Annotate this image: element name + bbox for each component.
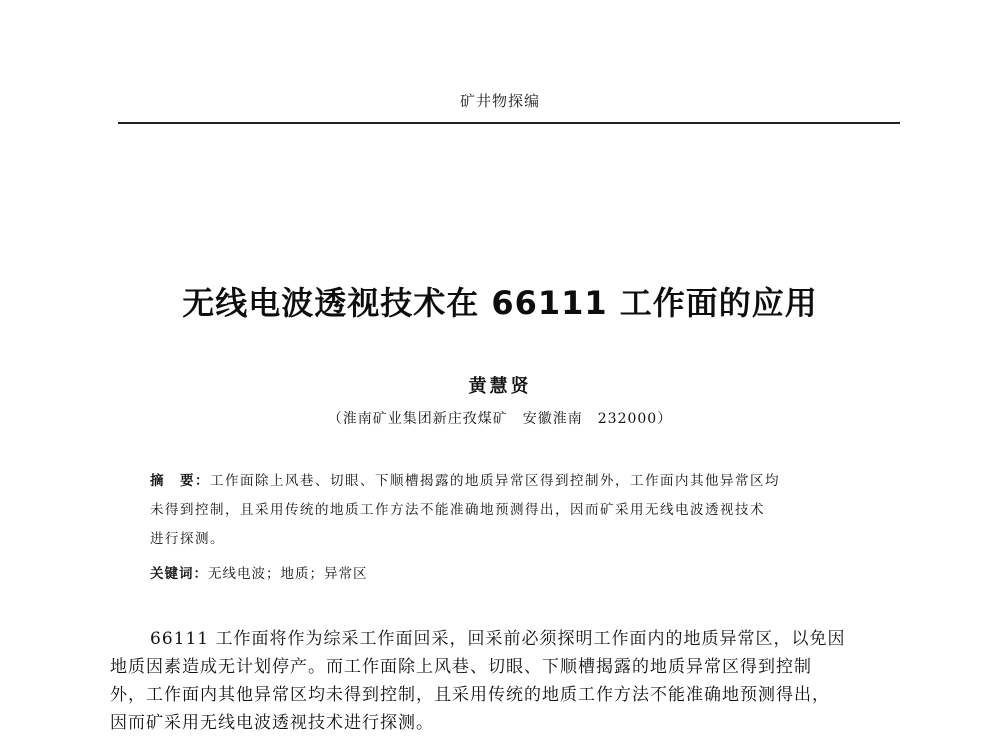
abstract-line: 未得到控制，且采用传统的地质工作方法不能准确地预测得出，因而矿采用无线电波透视技术 — [150, 502, 765, 518]
body-line: 外，工作面内其他异常区均未得到控制，且采用传统的地质工作方法不能准确地预测得出， — [110, 685, 830, 705]
keywords-label: 关键词： — [150, 566, 208, 582]
keywords-text: 无线电波；地质；异常区 — [208, 566, 368, 582]
body-paragraph — [110, 625, 910, 737]
abstract-label: 摘 要： — [150, 473, 210, 489]
keywords — [150, 562, 368, 582]
abstract-text: 工作面除上风巷、切眼、下顺槽揭露的地质异常区得到控制外，工作面内其他异常区均 — [210, 473, 780, 489]
abstract-line: 进行探测。 — [150, 531, 225, 547]
abstract-line — [150, 467, 870, 496]
running-head: 矿井物探编 — [459, 92, 540, 110]
author-name: 黄慧贤 — [468, 376, 532, 397]
body-line: 因而矿采用无线电波透视技术进行探测。 — [110, 713, 434, 733]
header-rule — [118, 122, 900, 124]
paper-title: 无线电波透视技术在 66111 工作面的应用 — [182, 284, 818, 322]
abstract — [150, 467, 870, 554]
author-affiliation: （淮南矿业集团新庄孜煤矿 安徽淮南 232000） — [327, 411, 673, 427]
body-line: 地质因素造成无计划停产。而工作面除上风巷、切眼、下顺槽揭露的地质异常区得到控制 — [110, 657, 812, 677]
body-line: 66111 工作面将作为综采工作面回采，回采前必须探明工作面内的地质异常区，以免因 — [150, 629, 846, 649]
